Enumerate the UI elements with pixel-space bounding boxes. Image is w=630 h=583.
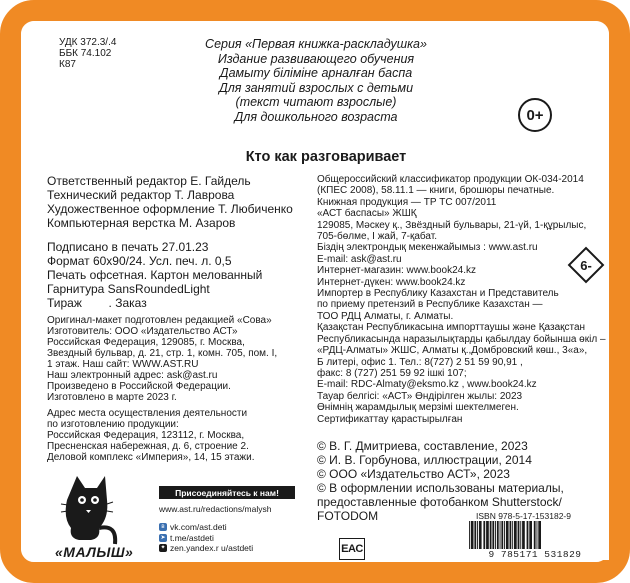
barcode-bar <box>490 521 492 551</box>
legal-info <box>317 174 609 425</box>
back-cover <box>21 21 609 562</box>
barcode-bar <box>500 521 501 551</box>
right-column <box>317 174 609 523</box>
print-line: Формат 60х90/24. Усл. печ. л. 0,5 <box>47 254 232 268</box>
publisher-line: Звездный бульвар, д. 21, стр. 1, комн. 705, пом. I, <box>47 348 278 359</box>
print-info <box>47 240 312 310</box>
zen-icon: ✦ <box>160 545 166 552</box>
barcode-bar <box>506 521 509 551</box>
credit-line: Ответственный редактор Е. Гайдель <box>47 174 251 188</box>
barcode-bar <box>492 521 494 551</box>
publisher-info <box>47 315 312 463</box>
bbk-code: ББК 74.102 <box>59 48 112 59</box>
legal-line: Сертификаттау қарастырылған <box>317 413 463 425</box>
publisher-line: Российская Федерация, 129085, г. Москва, <box>47 337 245 348</box>
barcode-bar <box>537 521 538 551</box>
social-link-vk[interactable] <box>159 522 253 533</box>
eac-mark: EAC <box>339 538 365 560</box>
barcode-bar <box>510 521 512 551</box>
social-link-text: vk.com/ast.deti <box>170 522 227 532</box>
social-link-text: zen.yandex.r u/astdeti <box>170 543 254 553</box>
legal-line: Өнімнің жарамдылық мерзімі шектелмеген. <box>317 402 519 414</box>
isbn: ISBN 978-5-17-153182-9 <box>476 511 571 521</box>
legal-line: Республикасында наразылықтарды қабылдау бойынша өкіл – <box>317 333 606 345</box>
credits <box>47 174 312 230</box>
social-link-text: t.me/astdeti <box>170 532 214 543</box>
barcode-bar <box>512 521 513 551</box>
legal-line: факс: 8 (727) 251 59 92 ішкі 107; <box>317 367 467 379</box>
vk-icon: в <box>159 523 167 531</box>
social-links <box>159 522 253 554</box>
print-line: Подписано в печать 27.01.23 <box>47 240 209 254</box>
telegram-icon: ➤ <box>160 534 166 541</box>
series-line: Для дошкольного возраста <box>234 109 398 124</box>
copyright-line: © В. Г. Дмитриева, составление, 2023 <box>317 438 528 453</box>
publisher-line: Изготовитель: ООО «Издательство АСТ» <box>47 326 238 337</box>
legal-line: E-mail: ask@ast.ru <box>317 253 402 265</box>
legal-line: E-mail: RDC-Almaty@eksmo.kz , www.book24.kz <box>317 379 537 391</box>
legal-line: Интернет-магазин: www.book24.kz <box>317 265 477 277</box>
legal-line: Общероссийский классификатор продукции ОК-034-2014 <box>317 174 584 185</box>
udk-code: УДК 372.3/.4 <box>59 37 117 48</box>
barcode-bar <box>514 521 517 551</box>
legal-line: ТОО РДЦ Алматы, г. Алматы. <box>317 310 454 322</box>
barcode-bar <box>529 521 532 551</box>
age-warning-text: 6- <box>580 257 592 273</box>
author-mark: К87 <box>59 59 76 70</box>
age-warning-badge <box>566 245 606 285</box>
legal-line: по приему претензий в Республике Казахстан — <box>317 299 543 311</box>
barcode-digits: 9 785171 531829 <box>461 549 609 560</box>
classification-codes <box>59 37 116 70</box>
copyright-line: FOTODOM <box>317 508 379 523</box>
barcode-bar <box>483 521 485 551</box>
barcode-bar <box>471 521 474 551</box>
barcode-bar <box>538 521 541 551</box>
series-line: Дамыту біліміне арналған баспа <box>219 66 413 80</box>
barcode-bar <box>477 521 478 551</box>
print-line: Тираж . Заказ <box>47 296 147 310</box>
legal-line: Б литері, офис 1. Тел.: 8(727) 2 51 59 90,91 , <box>317 356 523 368</box>
social-link-zen[interactable] <box>159 543 253 554</box>
credit-line: Художественное оформление Т. Любиченко <box>47 202 293 216</box>
logo-text: «МАЛЫШ» <box>55 544 134 560</box>
production-address-line: Пресненская набережная, д. 6, строение 2. <box>47 441 249 452</box>
barcode-bar <box>501 521 503 551</box>
legal-line: 705-бөлме, I жай, 7-қабат. <box>317 231 437 243</box>
barcode-bar <box>497 521 499 551</box>
legal-line: «РДЦ-Алматы» ЖШС, Алматы қ.,Домбровский көш., 3«а», <box>317 345 588 357</box>
legal-line: «АСТ баспасы» ЖШҚ <box>317 208 417 220</box>
legal-line: Біздің электрондық мекенжайымыз : www.ast.ru <box>317 242 538 254</box>
copyright-line: © ООО «Издательство АСТ», 2023 <box>317 466 510 481</box>
series-line: Издание развивающего обучения <box>217 51 415 66</box>
barcode-bar <box>518 521 520 551</box>
barcode-bar <box>486 521 489 551</box>
series-line: Серия «Первая книжка-раскладушка» <box>205 37 427 51</box>
barcode-bar <box>504 521 505 551</box>
copyright-line: © В оформлении использованы материалы, <box>317 480 564 495</box>
legal-line: (КПЕС 2008), 58.11.1 — книги, брошюры печатные. <box>317 185 555 197</box>
barcode-bar <box>527 521 529 551</box>
copyright-line: предоставленные фотобанком Shutterstock/ <box>317 494 562 509</box>
series-line: Для занятий взрослых с детьми <box>218 80 414 95</box>
production-address-line: Адрес места осуществления деятельности <box>47 408 248 419</box>
barcode-bar <box>469 521 470 551</box>
series-line: (текст читают взрослые) <box>235 95 397 109</box>
barcode-bar <box>495 521 496 551</box>
production-address-line: Деловой комплекс «Империя», 14, 15 этажи. <box>47 452 255 463</box>
barcode-bar <box>534 521 536 551</box>
barcode-bar <box>520 521 521 551</box>
social-link-telegram[interactable] <box>159 533 253 544</box>
production-address-line: Российская Федерация, 123112, г. Москва, <box>47 430 245 441</box>
legal-line: Интернет-дүкен: www.book24.kz <box>317 276 466 288</box>
credit-line: Технический редактор Т. Лаврова <box>47 188 235 202</box>
legal-line: Книжная продукция — ТР ТС 007/2011 <box>317 196 497 208</box>
production-address-line: по изготовлению продукции: <box>47 419 179 430</box>
publisher-line: Оригинал-макет подготовлен редакцией «Сова» <box>47 315 272 326</box>
series-info <box>171 37 461 124</box>
credit-line: Компьютерная верстка М. Азаров <box>47 216 236 230</box>
publisher-line: Наш электронный адрес: ask@ast.ru <box>47 370 218 381</box>
join-url[interactable]: www.ast.ru/redactions/malysh <box>159 504 272 514</box>
legal-line: 129085, Мәскеу қ., Звёздный бульвары, 21-үй, 1-құрылыс, <box>317 219 587 231</box>
copyright-line: © И. В. Горбунова, иллюстрации, 2014 <box>317 452 532 467</box>
print-line: Печать офсетная. Картон мелованный <box>47 268 263 282</box>
publisher-line: Произведено в Российской Федерации. <box>47 381 231 392</box>
publisher-line: Изготовлено в марте 2023 г. <box>47 392 177 403</box>
legal-line: Қазақстан Республикасына импорттаушы және Қазақстан <box>317 322 586 334</box>
barcode-bar <box>474 521 476 551</box>
left-column <box>47 174 312 463</box>
legal-line: Импортер в Республику Казахстан и Представитель <box>317 288 559 300</box>
age-rating-badge: 0+ <box>518 98 552 132</box>
join-banner: Присоединяйтесь к нам! <box>159 486 295 499</box>
book-title: Кто как разговаривает <box>245 149 407 165</box>
publisher-line: 1 этаж. Наш сайт: WWW.AST.RU <box>47 359 199 370</box>
legal-line: Тауар белгісі: «АСТ» Өндірілген жылы: 2023 <box>317 390 523 402</box>
print-line: Гарнитура SansRoundedLight <box>47 282 210 296</box>
barcode-bar <box>479 521 482 551</box>
barcode-bar <box>522 521 525 551</box>
malysh-logo <box>55 466 155 566</box>
